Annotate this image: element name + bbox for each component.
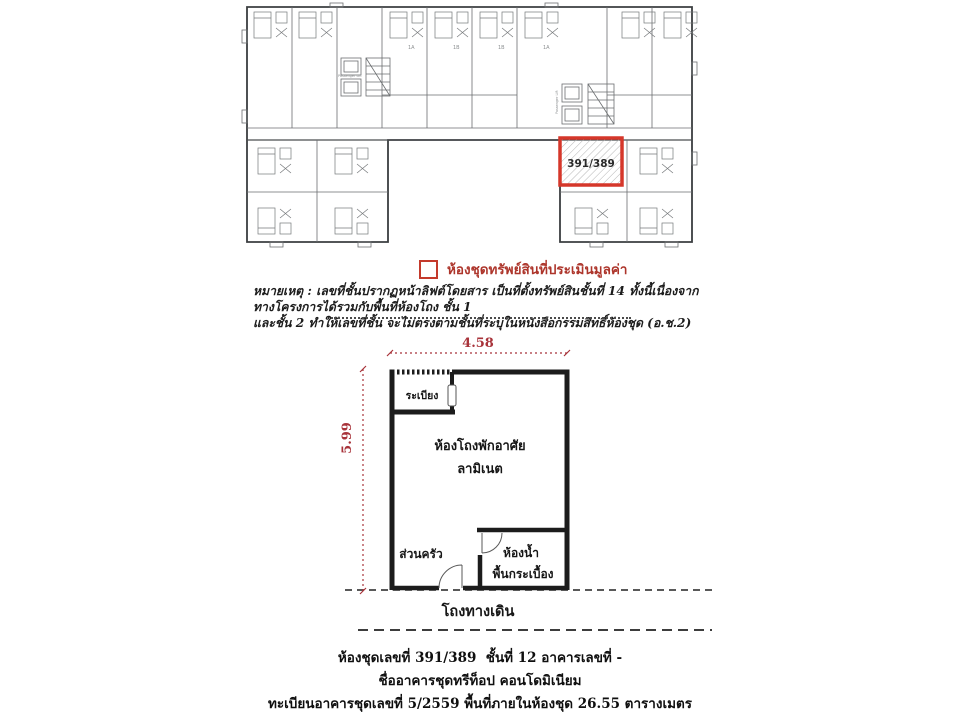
balcony-door — [448, 385, 456, 406]
footer-unit-line: ห้องชุดเลขที่ 391/389 ชั้นที่ 12 อาคารเลขที่ - — [337, 650, 623, 666]
dotted-divider — [331, 317, 631, 319]
note-line-1: หมายเหตุ : เลขที่ชั้นปรากฏหน้าลิฟต์โดยสาร เป็นที่ตั้งทรัพย์สินชั้นที่ 14 ทั้งนี้เนื่องจากทางโครงการได้รวมกับพื้นที่ห้องโถง ชั้น 1 — [253, 284, 699, 314]
living-floor-label: ลามิเนต — [457, 462, 503, 477]
legend-red-square-icon — [419, 260, 438, 279]
unit-type-label: 1A — [543, 45, 550, 51]
note-block — [253, 283, 718, 331]
building-outline — [247, 7, 692, 242]
height-dimension — [340, 366, 366, 594]
svg-text:4.58: 4.58 — [462, 336, 494, 351]
footer-block — [180, 647, 780, 716]
highlighted-unit-number: 391/389 — [567, 158, 615, 170]
lift-label: Passenger Lift — [338, 74, 362, 78]
note-line-2: และชั้น 2 ทำให้เลขที่ชั้น จะไม่ตรงตามชั้นที่ระบุในหนังสือกรรมสิทธิ์ห้องชุด (อ.ช.2) — [253, 316, 692, 330]
unit-type-label: 1A — [408, 45, 415, 51]
kitchen-label: ส่วนครัว — [399, 547, 443, 561]
unit-floor-plan — [330, 333, 720, 638]
lift-label: Passenger Lift — [555, 90, 559, 114]
bathroom-label: ห้องน้ำ — [503, 546, 539, 560]
building-floor-plan — [240, 2, 700, 252]
footer-registry-line: ทะเบียนอาคารชุดเลขที่ 5/2559 พื้นที่ภายในห้องชุด 26.55 ตารางเมตร — [267, 696, 692, 712]
unit-type-label: 1B — [453, 45, 460, 51]
entrance-door — [439, 565, 462, 588]
corridor-label: โถงทางเดิน — [441, 603, 515, 620]
bathroom-floor-label: พื้นกระเบื้อง — [492, 567, 554, 581]
unit-type-label: 1B — [498, 45, 505, 51]
living-hall-label: ห้องโถงพักอาศัย — [434, 439, 526, 454]
balcony-label: ระเบียง — [405, 390, 439, 402]
bathroom-door — [482, 533, 502, 553]
legend — [419, 258, 627, 280]
footer-building-name-line: ชื่ออาคารชุดทรีท็อป คอนโดมิเนียม — [378, 673, 582, 689]
legend-label: ห้องชุดทรัพย์สินที่ประเมินมูลค่า — [447, 262, 628, 278]
svg-text:5.99: 5.99 — [340, 422, 355, 454]
width-dimension — [387, 336, 570, 356]
